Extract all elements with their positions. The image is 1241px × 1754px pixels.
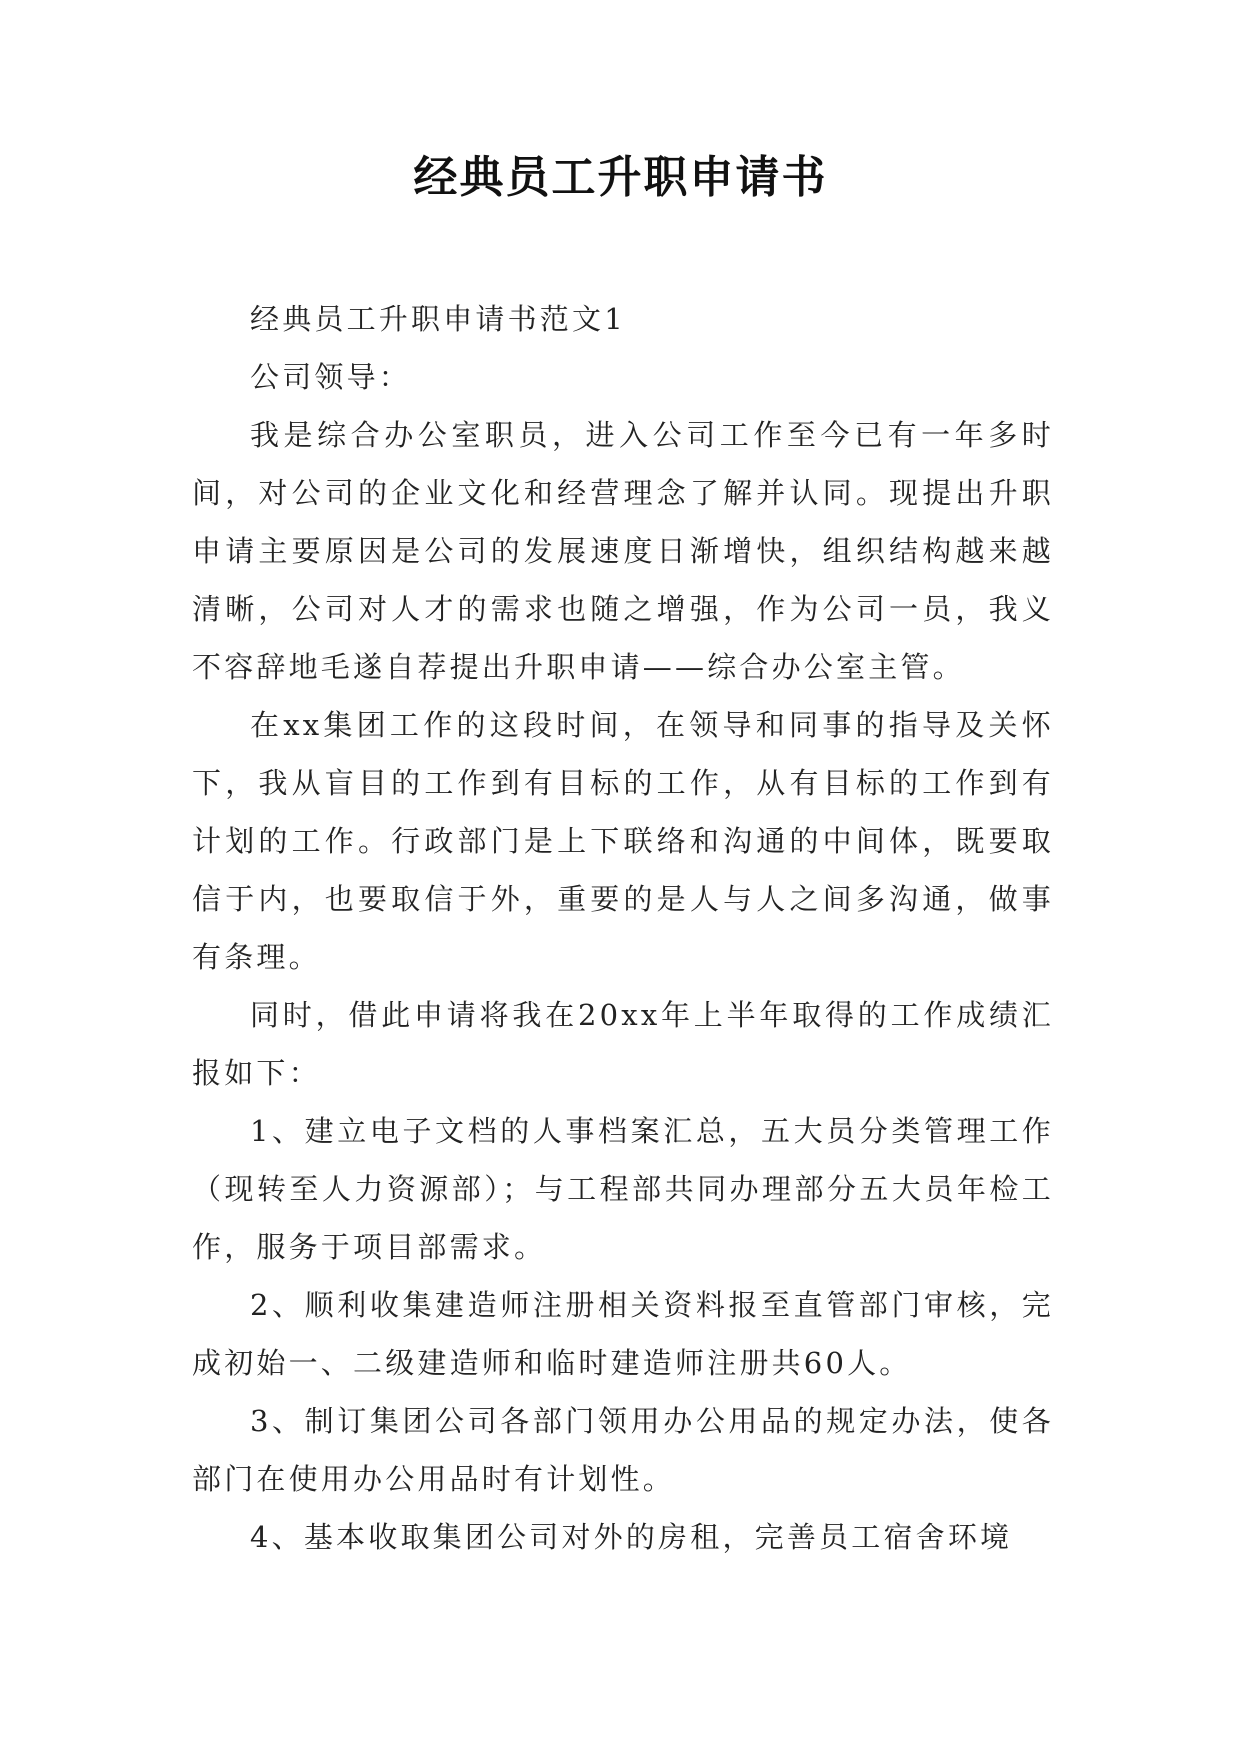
paragraph-item-1: 1、建立电子文档的人事档案汇总，五大员分类管理工作（现转至人力资源部）；与工程部共同办理部分五大员年检工作，服务于项目部需求。 — [192, 1114, 1054, 1264]
document-title: 经典员工升职申请书 — [413, 152, 828, 203]
paragraph-item-4: 4、基本收取集团公司对外的房租，完善员工宿舍环境 — [250, 1520, 1013, 1554]
paragraph-item-3: 3、制订集团公司各部门领用办公用品的规定办法，使各部门在使用办公用品时有计划性。 — [192, 1404, 1054, 1496]
paragraph-experience: 在xx集团工作的这段时间，在领导和同事的指导及关怀下，我从盲目的工作到有目标的工作，从有目标的工作到有计划的工作。行政部门是上下联络和沟通的中间体，既要取信于内，也要取信于外，重要的是人与人之间多沟通，做事有条理。 — [192, 708, 1054, 974]
document-body — [192, 290, 1054, 1566]
paragraph-subtitle: 经典员工升职申请书范文1 — [250, 302, 626, 336]
paragraph-item-2: 2、顺利收集建造师注册相关资料报至直管部门审核，完成初始一、二级建造师和临时建造师注册共60人。 — [192, 1288, 1054, 1380]
paragraph-intro: 我是综合办公室职员，进入公司工作至今已有一年多时间，对公司的企业文化和经营理念了解并认同。现提出升职申请主要原因是公司的发展速度日渐增快，组织结构越来越清晰，公司对人才的需求也随之增强，作为公司一员，我义不容辞地毛遂自荐提出升职申请——综合办公室主管。 — [192, 418, 1054, 684]
paragraph-report-intro: 同时，借此申请将我在20xx年上半年取得的工作成绩汇报如下： — [192, 998, 1054, 1090]
paragraph-salutation: 公司领导： — [250, 360, 412, 394]
